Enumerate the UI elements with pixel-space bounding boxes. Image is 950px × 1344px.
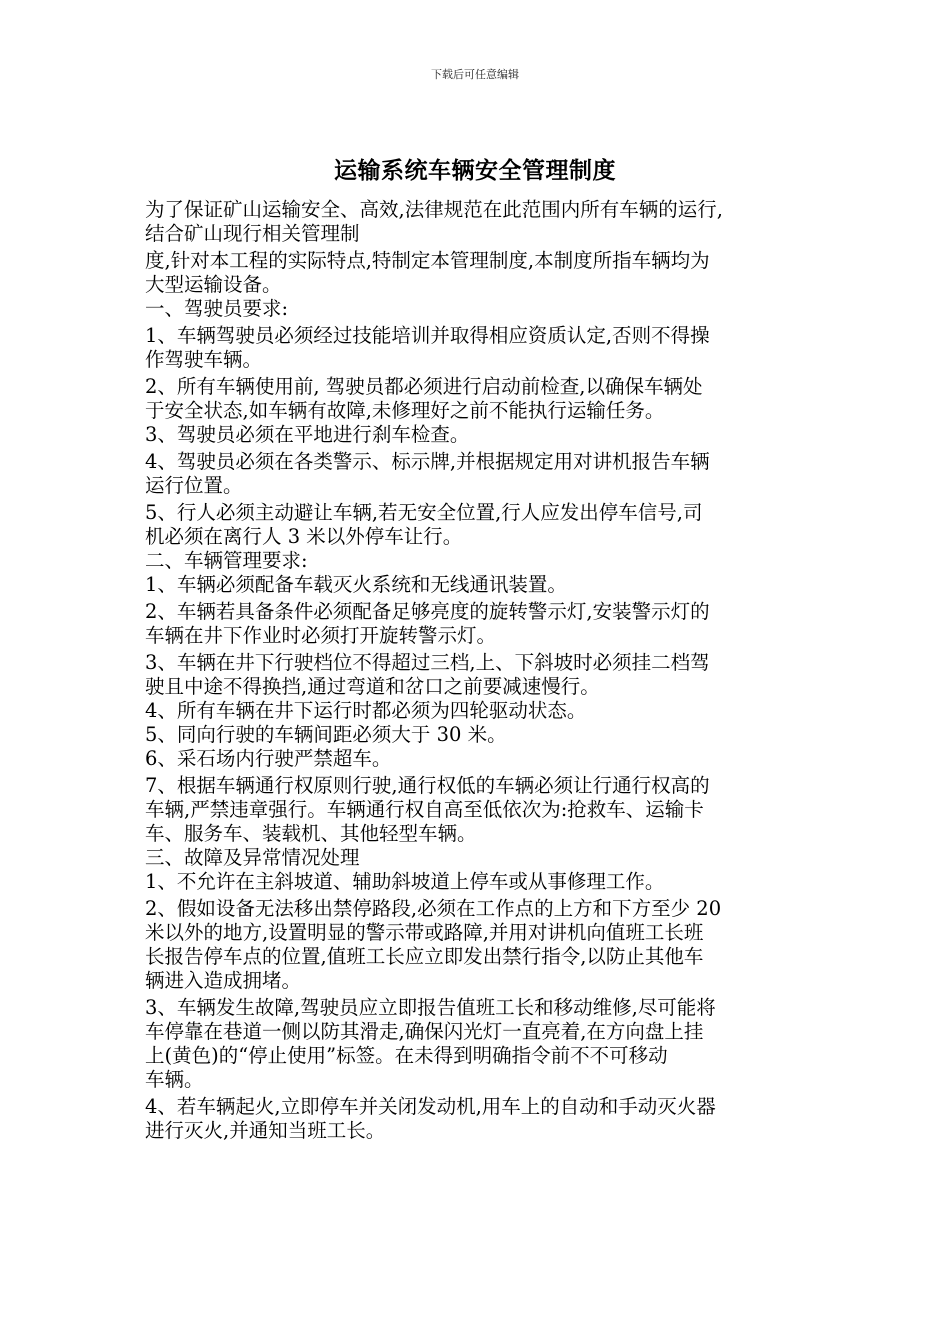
section-heading: 三、故障及异常情况处理	[145, 846, 360, 869]
body-line: 度,针对本工程的实际特点,特制定本管理制度,本制度所指车辆均为	[145, 249, 710, 272]
body-line: 车辆,严禁违章强行。车辆通行权自高至低依次为:抢救车、运输卡	[145, 798, 704, 821]
body-line: 车停靠在巷道一侧以防其滑走,确保闪光灯一直亮着,在方向盘上挂	[145, 1020, 704, 1043]
header-note: 下载后可任意编辑	[431, 68, 519, 81]
body-line: 4、若车辆起火,立即停车并关闭发动机,用车上的自动和手动灭火器	[145, 1095, 716, 1118]
section-heading: 二、车辆管理要求:	[145, 549, 308, 572]
body-line: 1、车辆必须配备车载灭火系统和无线通讯装置。	[145, 573, 567, 596]
section-heading: 一、驾驶员要求:	[145, 297, 289, 320]
document-title: 运输系统车辆安全管理制度	[334, 158, 616, 184]
body-line: 车辆在井下作业时必须打开旋转警示灯。	[145, 624, 497, 647]
body-line: 于安全状态,如车辆有故障,未修理好之前不能执行运输任务。	[145, 399, 665, 422]
body-line: 运行位置。	[145, 474, 243, 497]
body-line: 车、服务车、装载机、其他轻型车辆。	[145, 822, 477, 845]
body-line: 6、采石场内行驶严禁超车。	[145, 747, 392, 770]
body-line: 进行灭火,并通知当班工长。	[145, 1119, 386, 1142]
body-line: 4、所有车辆在井下运行时都必须为四轮驱动状态。	[145, 699, 587, 722]
body-line: 2、车辆若具备条件必须配备足够亮度的旋转警示灯,安装警示灯的	[145, 600, 710, 623]
body-line: 长报告停车点的位置,值班工长应立即发出禁行指令,以防止其他车	[145, 945, 704, 968]
body-line: 4、驾驶员必须在各类警示、标示牌,并根据规定用对讲机报告车辆	[145, 450, 710, 473]
body-line: 1、不允许在主斜坡道、辅助斜坡道上停车或从事修理工作。	[145, 870, 665, 893]
body-line: 车辆。	[145, 1068, 204, 1091]
body-line: 3、车辆发生故障,驾驶员应立即报告值班工长和移动维修,尽可能将	[145, 996, 716, 1019]
body-line: 1、车辆驾驶员必须经过技能培训并取得相应资质认定,否则不得操	[145, 324, 710, 347]
body-line: 作驾驶车辆。	[145, 348, 263, 371]
body-line: 3、车辆在井下行驶档位不得超过三档,上、下斜坡时必须挂二档驾	[145, 651, 710, 674]
body-line: 3、驾驶员必须在平地进行刹车检查。	[145, 423, 470, 446]
document-body	[145, 198, 810, 1143]
body-line: 2、假如设备无法移出禁停路段,必须在工作点的上方和下方至少 20	[145, 897, 722, 920]
body-line: 为了保证矿山运输安全、高效,法律规范在此范围内所有车辆的运行,	[145, 198, 723, 221]
body-line: 2、所有车辆使用前, 驾驶员都必须进行启动前检查,以确保车辆处	[145, 375, 703, 398]
body-line: 辆进入造成拥堵。	[145, 969, 302, 992]
body-line: 机必须在离行人 3 米以外停车让行。	[145, 525, 463, 548]
body-line: 上(黄色)的“停止使用”标签。在未得到明确指令前不不可移动	[145, 1044, 668, 1067]
body-line: 大型运输设备。	[145, 273, 282, 296]
body-line: 驶且中途不得换挡,通过弯道和岔口之前要减速慢行。	[145, 675, 600, 698]
body-line: 结合矿山现行相关管理制	[145, 222, 360, 245]
body-line: 米以外的地方,设置明显的警示带或路障,并用对讲机向值班工长班	[145, 921, 704, 944]
body-line: 5、行人必须主动避让车辆,若无安全位置,行人应发出停车信号,司	[145, 501, 703, 524]
body-line: 5、同向行驶的车辆间距必须大于 30 米。	[145, 723, 507, 746]
body-line: 7、根据车辆通行权原则行驶,通行权低的车辆必须让行通行权高的	[145, 774, 710, 797]
